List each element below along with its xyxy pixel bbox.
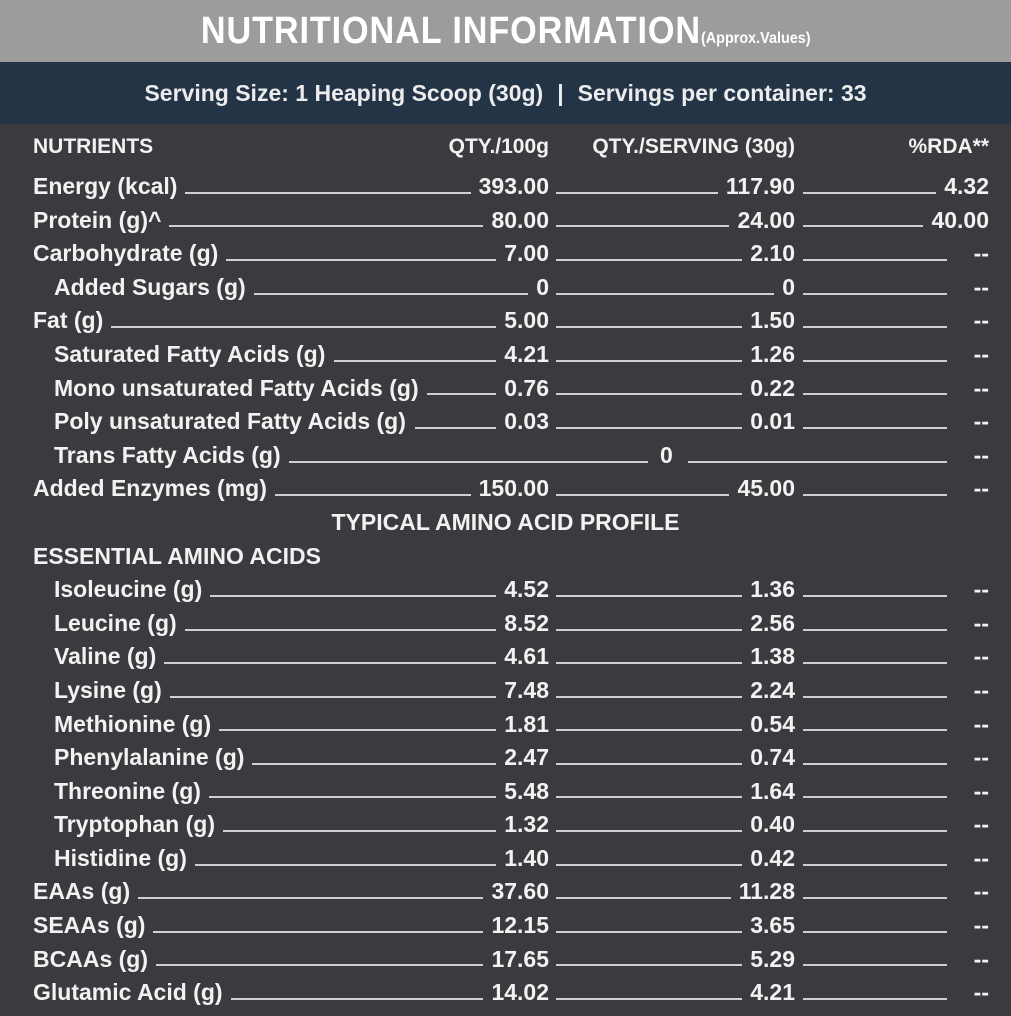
servings-per-container: Servings per container: 33	[577, 79, 867, 106]
leader-line	[556, 909, 742, 943]
leader-line	[169, 204, 483, 238]
value-rda: --	[973, 744, 989, 771]
value-rda: 40.00	[931, 206, 989, 233]
value-per-serving: 0	[782, 273, 795, 300]
leader-line	[803, 909, 947, 943]
leader-line	[556, 472, 729, 506]
leader-line	[556, 808, 742, 842]
value-rda: --	[973, 777, 989, 804]
value-rda: --	[973, 374, 989, 401]
nutrient-name: Valine (g)	[54, 643, 157, 670]
table-row	[0, 304, 1011, 338]
leader-line	[803, 170, 936, 204]
column-headers	[0, 124, 1011, 170]
leader-line	[138, 875, 483, 909]
value-rda: --	[973, 878, 989, 905]
leader-line	[223, 808, 496, 842]
value-per-serving: 0.40	[750, 811, 795, 838]
table-row	[0, 976, 1011, 1010]
leader-line	[556, 875, 731, 909]
col-qty-100g: QTY./100g	[448, 135, 549, 158]
serving-separator: |	[557, 79, 564, 106]
leader-line	[803, 204, 923, 238]
value-per-100g: 393.00	[478, 173, 549, 199]
nutrient-name: Methionine (g)	[54, 710, 212, 737]
table-row	[0, 875, 1011, 909]
leader-line	[803, 271, 947, 305]
table-row	[0, 472, 1011, 506]
value-rda: --	[973, 811, 989, 838]
table-row	[0, 640, 1011, 674]
leader-line	[156, 943, 483, 977]
leader-line	[803, 607, 947, 641]
value-per-100g: 1.81	[504, 710, 549, 737]
leader-line	[803, 338, 947, 372]
leader-line	[803, 842, 947, 876]
table-row	[0, 573, 1011, 607]
leader-line	[556, 640, 742, 674]
nutrient-name: SEAAs (g)	[33, 912, 146, 939]
nutrient-name: Tryptophan (g)	[54, 811, 215, 838]
value-per-serving: 1.64	[750, 777, 795, 804]
table-row	[0, 708, 1011, 742]
value-per-serving: 0.74	[750, 744, 795, 771]
value-per-serving: 0.42	[750, 844, 795, 871]
leader-line	[111, 304, 496, 338]
value-per-serving: 1.50	[750, 307, 795, 334]
leader-line	[556, 573, 742, 607]
value-per-serving: 5.29	[750, 945, 795, 972]
amino-rows	[0, 573, 1011, 875]
leader-line	[195, 842, 496, 876]
value-per-serving: 2.56	[750, 609, 795, 636]
leader-line	[210, 573, 496, 607]
value-rda: --	[973, 576, 989, 603]
value-per-serving: 45.00	[737, 475, 795, 502]
header-bar	[0, 0, 1011, 62]
value-rda: --	[973, 945, 989, 972]
value-rda: --	[973, 710, 989, 737]
nutrient-name: Threonine (g)	[54, 777, 201, 804]
leader-line	[803, 304, 947, 338]
leader-line	[803, 875, 947, 909]
leader-line	[803, 573, 947, 607]
table-row	[0, 909, 1011, 943]
nutrient-name: Phenylalanine (g)	[54, 744, 245, 771]
value-per-100g: 17.65	[491, 945, 549, 972]
value-per-100g: 80.00	[491, 206, 549, 233]
nutrient-name: Histidine (g)	[54, 844, 187, 871]
leader-line	[415, 405, 497, 439]
value-rda: --	[973, 408, 989, 435]
title-text: NUTRITIONAL INFORMATION	[200, 9, 701, 52]
leader-line	[289, 439, 648, 473]
value-per-100g: 0	[536, 273, 549, 300]
value-per-serving: 11.28	[738, 878, 795, 905]
nutrition-table	[0, 124, 1011, 1010]
value-per-serving: 117.90	[725, 173, 795, 199]
serving-bar	[0, 62, 1011, 124]
value-per-100g: 0.03	[504, 408, 549, 435]
table-row	[0, 405, 1011, 439]
nutrient-name: Added Sugars (g)	[54, 273, 246, 300]
table-row	[0, 674, 1011, 708]
nutrient-name: Protein (g)^	[33, 206, 162, 233]
value-rda: --	[973, 844, 989, 871]
leader-line	[803, 741, 947, 775]
table-row	[0, 372, 1011, 406]
leader-line	[556, 170, 718, 204]
nutrient-name: Trans Fatty Acids (g)	[54, 441, 281, 468]
value-per-100g: 7.00	[504, 240, 549, 267]
serving-size: Serving Size: 1 Heaping Scoop (30g)	[144, 79, 544, 106]
value-rda: --	[973, 273, 989, 300]
nutrient-name: Leucine (g)	[54, 609, 177, 636]
leader-line	[185, 170, 470, 204]
value-per-serving: 3.65	[750, 912, 795, 939]
amino-section-heading-row	[0, 506, 1011, 540]
table-row	[0, 439, 1011, 473]
leader-line	[803, 472, 947, 506]
leader-line	[803, 237, 947, 271]
leader-line	[185, 607, 497, 641]
col-rda: %RDA**	[908, 135, 989, 158]
nutrient-name: Isoleucine (g)	[54, 576, 203, 603]
nutrient-name: Saturated Fatty Acids (g)	[54, 340, 326, 367]
nutrient-name: Carbohydrate (g)	[33, 240, 219, 267]
value-per-100g: 1.32	[504, 811, 549, 838]
leader-line	[803, 640, 947, 674]
leader-line	[556, 607, 742, 641]
value-per-serving: 2.10	[750, 240, 795, 267]
nutrient-rows	[0, 170, 1011, 506]
leader-line	[803, 976, 947, 1010]
nutrient-name: Energy (kcal)	[33, 173, 178, 199]
nutrient-name: Fat (g)	[33, 307, 104, 334]
value-rda: --	[973, 307, 989, 334]
nutrient-name: Poly unsaturated Fatty Acids (g)	[54, 408, 406, 435]
amino-section-heading: TYPICAL AMINO ACID PROFILE	[331, 508, 680, 535]
value-per-serving: 0.54	[750, 710, 795, 737]
leader-line	[334, 338, 496, 372]
table-row	[0, 271, 1011, 305]
leader-line	[803, 943, 947, 977]
value-per-100g: 4.21	[504, 340, 549, 367]
leader-line	[556, 976, 742, 1010]
table-row	[0, 741, 1011, 775]
value-rda: --	[973, 676, 989, 703]
essential-amino-heading: ESSENTIAL AMINO ACIDS	[33, 542, 321, 569]
table-row	[0, 204, 1011, 238]
value-per-100g: 14.02	[491, 979, 549, 1006]
value-rda: 4.32	[944, 173, 989, 199]
nutrient-name: Added Enzymes (mg)	[33, 475, 267, 502]
col-nutrients: NUTRIENTS	[33, 135, 154, 158]
nutrient-name: BCAAs (g)	[33, 945, 148, 972]
leader-line	[252, 741, 496, 775]
leader-line	[219, 708, 496, 742]
leader-line	[803, 775, 947, 809]
table-row	[0, 338, 1011, 372]
value-combined: 0	[660, 441, 673, 468]
col-qty-serving: QTY./SERVING (30g)	[592, 135, 795, 158]
value-per-100g: 4.52	[504, 576, 549, 603]
value-per-serving: 24.00	[737, 206, 795, 233]
leader-line	[556, 338, 742, 372]
leader-line	[226, 237, 496, 271]
value-rda: --	[973, 475, 989, 502]
leader-line	[556, 674, 742, 708]
nutrient-name: Lysine (g)	[54, 676, 162, 703]
essential-heading-row	[0, 540, 1011, 574]
leader-line	[556, 741, 742, 775]
leader-line	[254, 271, 529, 305]
value-rda: --	[973, 240, 989, 267]
leader-line	[556, 943, 742, 977]
value-per-serving: 0.01	[750, 408, 795, 435]
leader-line	[231, 976, 483, 1010]
value-per-100g: 4.61	[504, 643, 549, 670]
leader-line	[556, 271, 774, 305]
value-rda: --	[973, 340, 989, 367]
leader-line	[803, 674, 947, 708]
value-per-100g: 5.48	[504, 777, 549, 804]
value-rda: --	[973, 609, 989, 636]
value-rda: --	[973, 979, 989, 1006]
leader-line	[556, 204, 729, 238]
leader-line	[153, 909, 483, 943]
table-row	[0, 170, 1011, 204]
value-rda: --	[973, 643, 989, 670]
leader-line	[170, 674, 496, 708]
table-row	[0, 842, 1011, 876]
value-per-100g: 2.47	[504, 744, 549, 771]
title-subtitle: (Approx.Values)	[700, 29, 811, 47]
value-per-100g: 12.15	[491, 912, 549, 939]
nutrient-name: EAAs (g)	[33, 878, 131, 905]
leader-line	[803, 808, 947, 842]
leader-line	[209, 775, 496, 809]
value-per-serving: 1.38	[750, 643, 795, 670]
value-per-100g: 8.52	[504, 609, 549, 636]
value-per-100g: 7.48	[504, 676, 549, 703]
leader-line	[803, 708, 947, 742]
nutrient-name: Glutamic Acid (g)	[33, 979, 223, 1006]
value-rda: --	[973, 912, 989, 939]
leader-line	[275, 472, 471, 506]
table-row	[0, 775, 1011, 809]
table-row	[0, 943, 1011, 977]
leader-line	[803, 405, 947, 439]
value-per-serving: 2.24	[750, 676, 795, 703]
value-per-100g: 37.60	[491, 878, 549, 905]
leader-line	[556, 372, 742, 406]
value-per-serving: 1.26	[750, 340, 795, 367]
value-per-serving: 1.36	[750, 576, 795, 603]
leader-line	[556, 237, 742, 271]
value-per-serving: 4.21	[750, 979, 795, 1006]
nutrient-name: Mono unsaturated Fatty Acids (g)	[54, 374, 419, 401]
value-per-100g: 1.40	[504, 844, 549, 871]
leader-line	[427, 372, 496, 406]
leader-line	[688, 439, 947, 473]
leader-line	[556, 775, 742, 809]
leader-line	[803, 372, 947, 406]
page-title	[201, 10, 811, 53]
table-row	[0, 607, 1011, 641]
leader-line	[556, 304, 742, 338]
value-per-100g: 5.00	[504, 307, 549, 334]
leader-line	[556, 708, 742, 742]
value-rda: --	[973, 441, 989, 468]
table-row	[0, 237, 1011, 271]
leader-line	[556, 405, 742, 439]
leader-line	[556, 842, 742, 876]
table-row	[0, 808, 1011, 842]
value-per-100g: 150.00	[478, 475, 549, 502]
total-rows	[0, 875, 1011, 1009]
value-per-serving: 0.22	[750, 374, 795, 401]
leader-line	[164, 640, 496, 674]
value-per-100g: 0.76	[504, 374, 549, 401]
